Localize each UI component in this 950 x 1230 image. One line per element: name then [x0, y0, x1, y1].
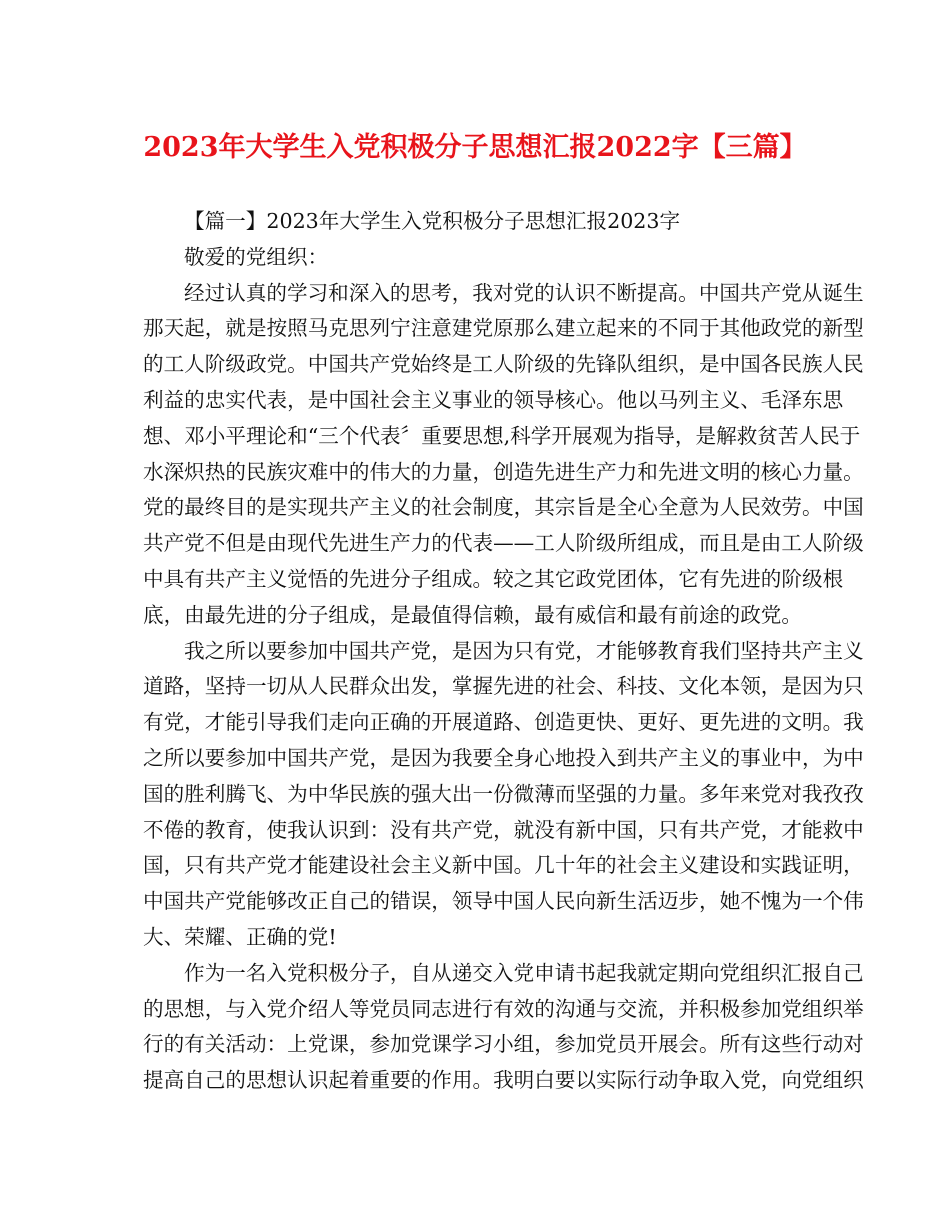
body-text-line: 的思想，与入党介绍人等党员同志进行有效的沟通与交流，并积极参加党组织举	[143, 996, 864, 1021]
document-title: 2023年大学生入党积极分子思想汇报2022字【三篇】	[143, 132, 807, 163]
body-text-line: 行的有关活动：上党课，参加党课学习小组，参加党员开展会。所有这些行动对	[143, 1032, 864, 1057]
body-text-line: 我之所以要参加中国共产党，是因为只有党，才能够教育我们坚持共产主义	[184, 638, 864, 663]
body-text-line: 作为一名入党积极分子，自从递交入党申请书起我就定期向党组织汇报自己	[184, 960, 864, 985]
body-text-line: 底，由最先进的分子组成，是最值得信赖，最有威信和最有前途的政党。	[143, 602, 802, 627]
body-text-line: 国的胜利腾飞、为中华民族的强大出一份微薄而坚强的力量。多年来党对我孜孜	[143, 781, 864, 806]
body-text-line: 中国共产党能够改正自己的错误，领导中国人民向新生活迈步，她不愧为一个伟	[143, 889, 864, 914]
body-text-line: 敬爱的党组织：	[184, 244, 329, 269]
body-text-line: 国，只有共产党才能建设社会主义新中国。几十年的社会主义建设和实践证明，	[143, 853, 864, 878]
body-text-line: 党的最终目的是实现共产主义的社会制度，其宗旨是全心全意为人民效劳。中国	[143, 495, 864, 520]
body-text-line: 利益的忠实代表，是中国社会主义事业的领导核心。他以马列主义、毛泽东思	[143, 387, 844, 412]
body-text-line: 水深炽热的民族灾难中的伟大的力量，创造先进生产力和先进文明的核心力量。	[143, 459, 864, 484]
body-text-line: 有党，才能引导我们走向正确的开展道路、创造更快、更好、更先进的文明。我	[143, 710, 864, 735]
body-text-line: 共产党不但是由现代先进生产力的代表——工人阶级所组成，而且是由工人阶级	[143, 531, 864, 556]
body-text-line: 的工人阶级政党。中国共产党始终是工人阶级的先锋队组织，是中国各民族人民	[143, 352, 864, 377]
document-body	[143, 204, 864, 1099]
body-text-line: 想、邓小平理论和“三个代表〞重要思想,科学开展观为指导，是解救贫苦人民于	[143, 423, 861, 448]
body-text-line: 中具有共产主义觉悟的先进分子组成。较之其它政党团体，它有先进的阶级根	[143, 566, 844, 591]
body-text-line: 【篇一】2023年大学生入党积极分子思想汇报2023字	[184, 209, 681, 233]
body-text-line: 大、荣耀、正确的党!	[143, 924, 337, 949]
body-text-line: 经过认真的学习和深入的思考，我对党的认识不断提高。中国共产党从诞生	[184, 280, 864, 305]
body-text-line: 不倦的教育，使我认识到：没有共产党，就没有新中国，只有共产党，才能救中	[143, 817, 864, 842]
body-text-line: 道路，坚持一切从人民群众出发，掌握先进的社会、科技、文化本领，是因为只	[143, 674, 864, 699]
body-text-line: 提高自己的思想认识起着重要的作用。我明白要以实际行动争取入党，向党组织	[143, 1068, 864, 1093]
body-text-line: 那天起，就是按照马克思列宁注意建党原那么建立起来的不同于其他政党的新型	[143, 316, 864, 341]
body-text-line: 之所以要参加中国共产党，是因为我要全身心地投入到共产主义的事业中，为中	[143, 745, 864, 770]
